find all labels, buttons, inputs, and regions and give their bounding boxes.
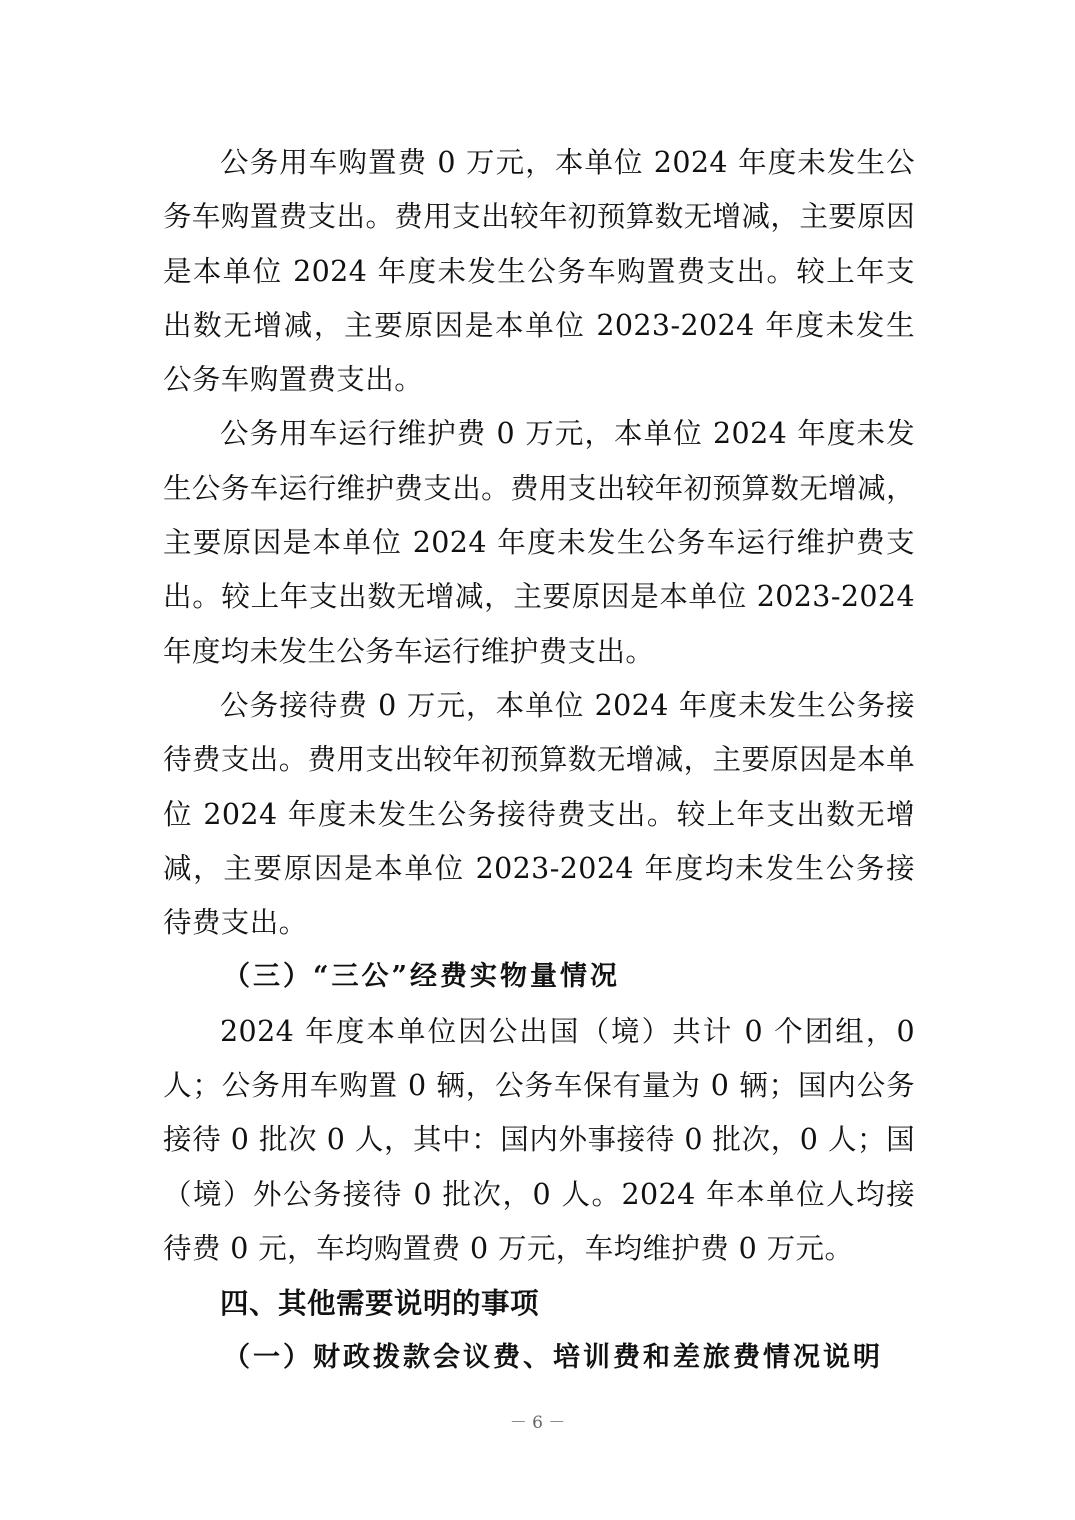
section-heading-other-matters: 四、其他需要说明的事项 (220, 1286, 540, 1321)
paragraph-reception: 公务接待费 0 万元，本单位 2024 年度未发生公务接待费支出。费用支出较年初预算数无增减，主要原因是本单位 2024 年度未发生公务接待费支出。较上年支出数无增减，主要原因是本单位 2023-2024 年度均未发生公务接待费支出。 (163, 688, 915, 940)
body-text (163, 136, 915, 1385)
subheading-meeting-training-travel: （一）财政拨款会议费、培训费和差旅费情况说明 (223, 1341, 883, 1373)
paragraph-physical-quantity: 2024 年度本单位因公出国（境）共计 0 个团组，0 人；公务用车购置 0 辆，公务车保有量为 0 辆；国内公务接待 0 批次 0 人，其中：国内外事接待 0 批次，0 人；国（境）外公务接待 0 批次，0 人。2024 年本单位人均接待费 0 元，车均购置费 0 万元，车均维护费 0 万元。 (163, 1014, 915, 1265)
paragraph-vehicle-maintenance: 公务用车运行维护费 0 万元，本单位 2024 年度未发生公务车运行维护费支出。费用支出较年初预算数无增减，主要原因是本单位 2024 年度未发生公务车运行维护费支出。较上年支出数无增减，主要原因是本单位 2023-2024 年度均未发生公务车运行维护费支出。 (163, 417, 915, 668)
paragraph-vehicle-purchase: 公务用车购置费 0 万元，本单位 2024 年度未发生公务车购置费支出。费用支出较年初预算数无增减，主要原因是本单位 2024 年度未发生公务车购置费支出。较上年支出数无增减，主要原因是本单位 2023-2024 年度未发生公务车购置费支出。 (163, 146, 915, 397)
subheading-physical-quantity: （三）“三公”经费实物量情况 (223, 961, 621, 993)
page-number: － 6 － (509, 1413, 566, 1433)
